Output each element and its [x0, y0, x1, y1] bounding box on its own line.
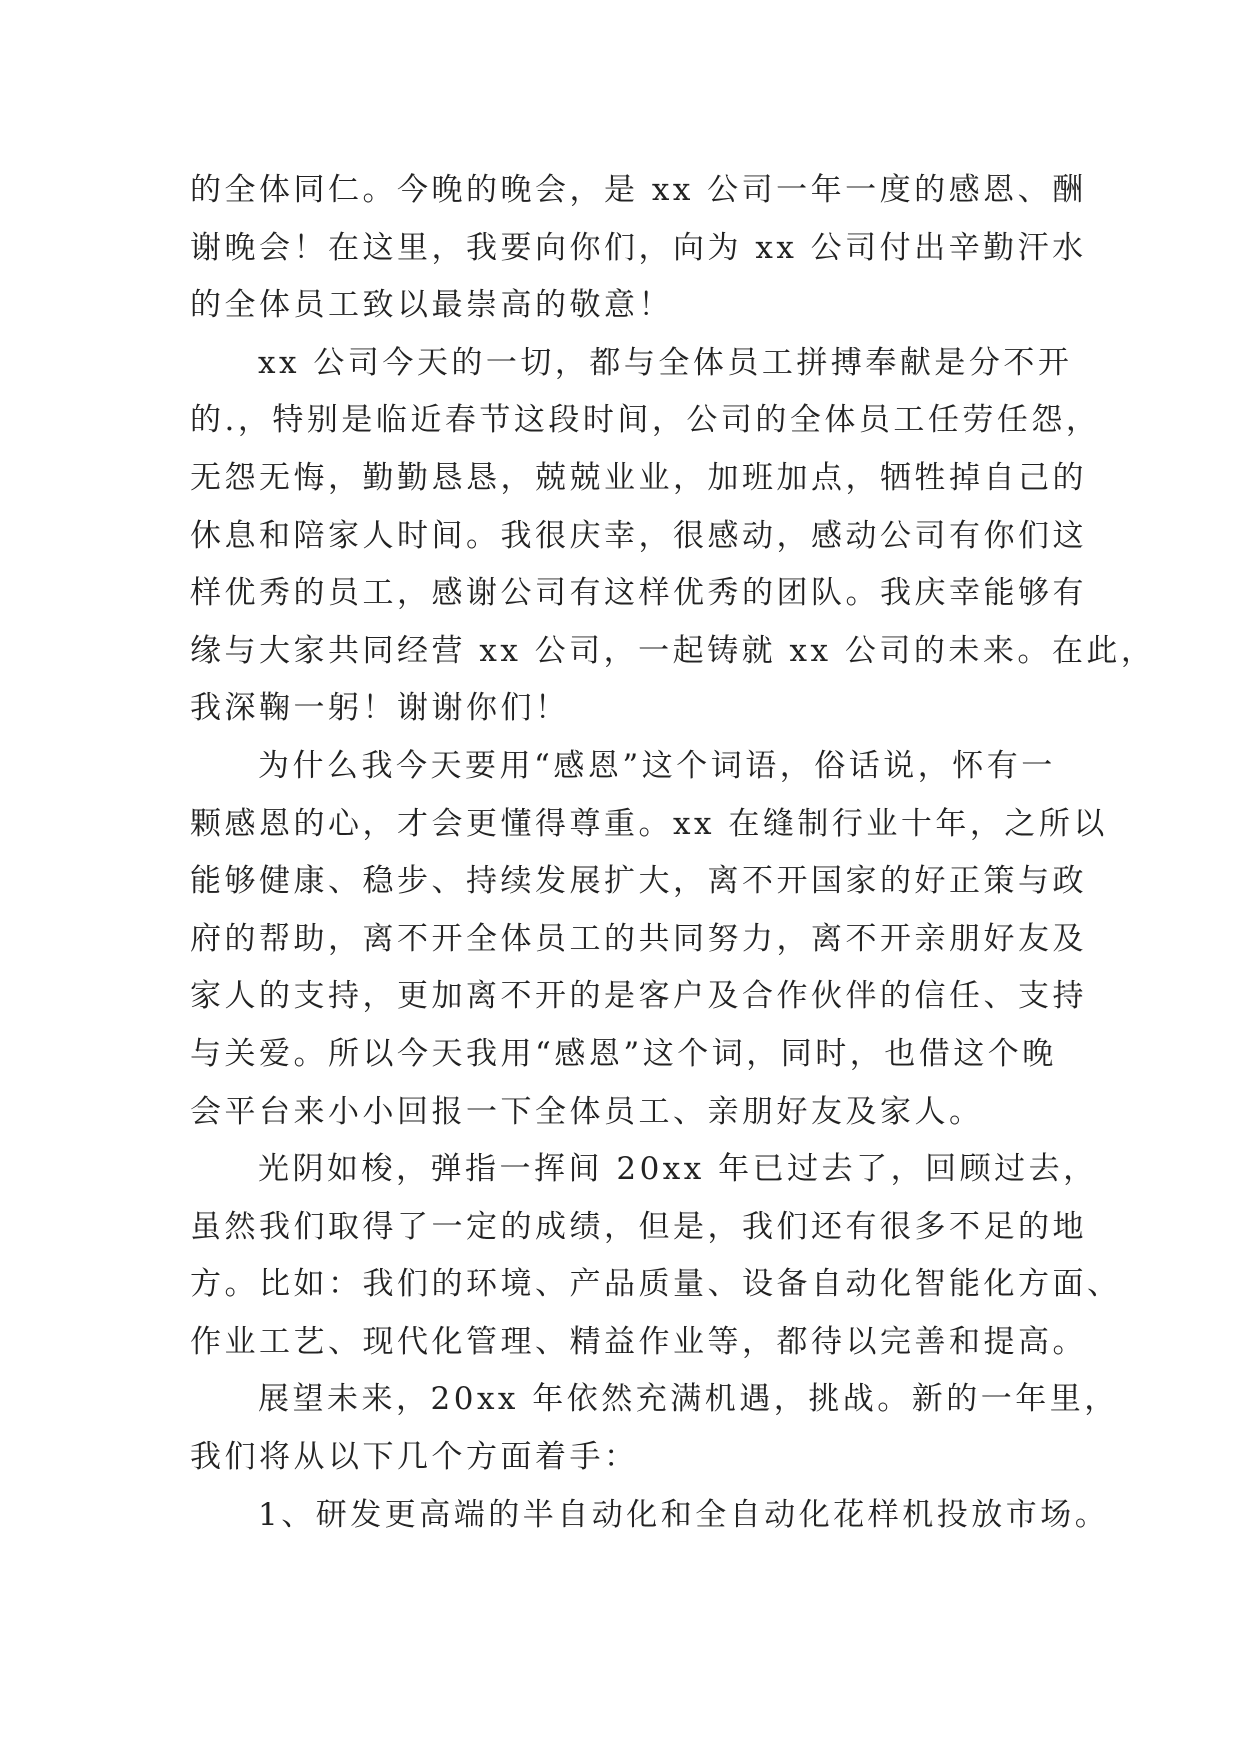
text-line: 能够健康、稳步、持续发展扩大，离不开国家的好正策与政 [190, 863, 1087, 900]
text-line: 颗感恩的心，才会更懂得尊重。xx 在缝制行业十年，之所以 [190, 805, 1108, 842]
text-line: 府的帮助，离不开全体员工的共同努力，离不开亲朋好友及 [190, 920, 1087, 957]
paragraph-first-line: xx 公司今天的一切，都与全体员工拼搏奉献是分不开 [258, 344, 1073, 381]
text-line: 与关爱。所以今天我用“感恩”这个词，同时，也借这个晚 [190, 1035, 1057, 1072]
list-item: 1、研发更高端的半自动化和全自动化花样机投放市场。 [258, 1496, 1110, 1533]
document-body [190, 162, 1156, 1544]
text-line: 样优秀的员工，感谢公司有这样优秀的团队。我庆幸能够有 [190, 575, 1087, 612]
text-line: 谢晚会！在这里，我要向你们，向为 xx 公司付出辛勤汗水 [190, 229, 1087, 266]
text-line: 作业工艺、现代化管理、精益作业等，都待以完善和提高。 [190, 1323, 1087, 1360]
text-line: 会平台来小小回报一下全体员工、亲朋好友及家人。 [190, 1093, 984, 1130]
text-line: 无怨无悔，勤勤恳恳，兢兢业业，加班加点，牺牲掉自己的 [190, 459, 1087, 496]
text-line: 家人的支持，更加离不开的是客户及合作伙伴的信任、支持 [190, 978, 1087, 1015]
text-line: 我们将从以下几个方面着手： [190, 1439, 639, 1476]
text-line: 我深鞠一躬！谢谢你们！ [190, 690, 570, 727]
text-line: 的全体同仁。今晚的晚会，是 xx 公司一年一度的感恩、酬 [190, 172, 1087, 208]
text-line: 虽然我们取得了一定的成绩，但是，我们还有很多不足的地 [190, 1208, 1087, 1245]
text-line: 的.，特别是临近春节这段时间，公司的全体员工任劳任怨， [190, 402, 1101, 439]
text-line: 方。比如：我们的环境、产品质量、设备自动化智能化方面、 [190, 1266, 1122, 1303]
text-line: 休息和陪家人时间。我很庆幸，很感动，感动公司有你们这 [190, 517, 1087, 554]
paragraph-first-line: 光阴如梭，弹指一挥间 20xx 年已过去了，回顾过去， [258, 1151, 1098, 1188]
paragraph-first-line: 为什么我今天要用“感恩”这个词语，俗话说，怀有一 [258, 747, 1056, 784]
text-line: 的全体员工致以最崇高的敬意！ [190, 287, 673, 324]
text-line: 缘与大家共同经营 xx 公司，一起铸就 xx 公司的未来。在此， [190, 632, 1156, 669]
paragraph-first-line: 展望未来，20xx 年依然充满机遇，挑战。新的一年里， [258, 1381, 1119, 1418]
